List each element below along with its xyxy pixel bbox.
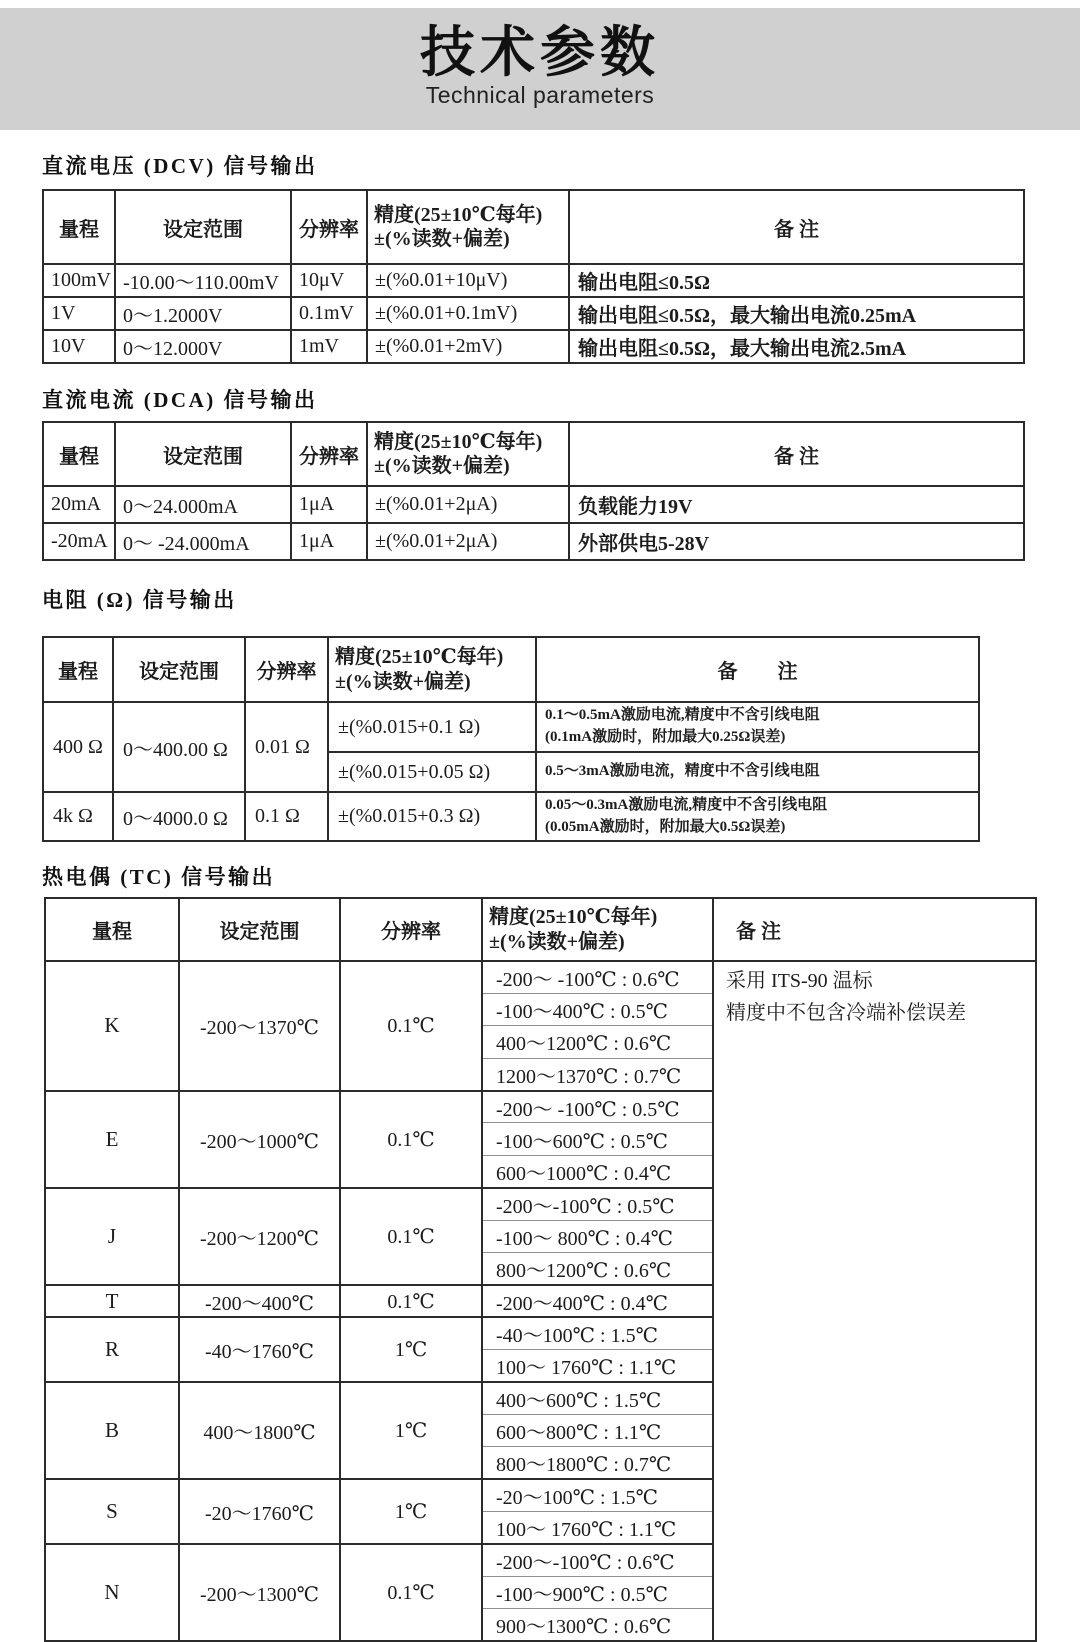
cell-tc-type: T — [45, 1285, 179, 1317]
cell-range: 20mA — [43, 486, 115, 523]
cell-resolution: 0.1℃ — [340, 1285, 482, 1317]
cell-tc-type: R — [45, 1317, 179, 1382]
cell-set-range: 0～12.000V — [115, 330, 291, 363]
cell-set-range: -200～1300℃ — [179, 1544, 340, 1641]
cell-note: 外部供电5-28V — [569, 523, 1024, 560]
page-header-band — [0, 8, 1080, 130]
tc-header-row — [45, 898, 1036, 961]
tc-col-header-note: 备 注 — [713, 898, 1036, 961]
table-row — [43, 264, 1024, 297]
precision-header-line2: ±(%读数+偏差) — [374, 455, 510, 477]
table-row — [43, 330, 1024, 363]
cell-resolution: 10μV — [291, 264, 367, 297]
cell-tc-type: J — [45, 1188, 179, 1285]
dcv-col-header-res: 分辨率 — [291, 190, 367, 264]
dca-table — [42, 421, 1025, 561]
table-row — [45, 961, 1036, 993]
cell-note: 0.5～3mA激励电流，精度中不含引线电阻 — [536, 752, 979, 792]
cell-range: 10V — [43, 330, 115, 363]
cell-set-range: 0～4000.0 Ω — [113, 792, 245, 841]
dcv-col-header-set: 设定范围 — [115, 190, 291, 264]
table-row — [43, 486, 1024, 523]
cell-precision: -200～-100℃ : 0.6℃ — [482, 1544, 713, 1576]
precision-header-line2: ±(%读数+偏差) — [374, 228, 510, 250]
precision-header-line2: ±(%读数+偏差) — [335, 670, 471, 693]
table-row — [43, 702, 979, 752]
resistance-header-row — [43, 637, 979, 702]
dcv-col-header-note: 备 注 — [569, 190, 1024, 264]
cell-precision: 600～1000℃ : 0.4℃ — [482, 1155, 713, 1187]
note-line2: 精度中不包含冷端补偿误差 — [726, 1002, 966, 1024]
cell-note — [536, 792, 979, 841]
dca-col-header-set: 设定范围 — [115, 422, 291, 486]
cell-resolution: 0.01 Ω — [245, 702, 328, 792]
cell-precision: -200～400℃ : 0.4℃ — [482, 1285, 713, 1317]
cell-precision: 1200～1370℃ : 0.7℃ — [482, 1058, 713, 1090]
cell-precision: -100～ 800℃ : 0.4℃ — [482, 1220, 713, 1252]
cell-precision: ±(%0.015+0.3 Ω) — [328, 792, 536, 841]
res-col-header-res: 分辨率 — [245, 637, 328, 702]
note-line2: (0.05mA激励时，附加最大0.5Ω误差) — [545, 818, 786, 835]
cell-precision: ±(%0.015+0.1 Ω) — [328, 702, 536, 752]
cell-tc-type: N — [45, 1544, 179, 1641]
section-title-resistance: 电阻 (Ω) 信号输出 — [42, 588, 237, 612]
cell-set-range: -200～1000℃ — [179, 1091, 340, 1188]
cell-precision: -100～900℃ : 0.5℃ — [482, 1576, 713, 1608]
cell-precision: -200～ -100℃ : 0.5℃ — [482, 1091, 713, 1123]
cell-resolution: 1℃ — [340, 1317, 482, 1382]
cell-precision: ±(%0.01+2μA) — [367, 486, 569, 523]
dcv-table — [42, 189, 1025, 364]
cell-set-range: 0～400.00 Ω — [113, 702, 245, 792]
cell-note: 输出电阻≤0.5Ω，最大输出电流2.5mA — [569, 330, 1024, 363]
cell-tc-type: S — [45, 1479, 179, 1544]
cell-precision: ±(%0.01+2mV) — [367, 330, 569, 363]
cell-set-range: -200～1200℃ — [179, 1188, 340, 1285]
page-title: 技术参数 — [419, 21, 660, 83]
cell-set-range: -10.00～110.00mV — [115, 264, 291, 297]
cell-precision: 400～1200℃ : 0.6℃ — [482, 1026, 713, 1058]
precision-header-line1: 精度(25±10℃每年) — [374, 203, 543, 226]
precision-header-line2: ±(%读数+偏差) — [489, 930, 625, 953]
cell-tc-type: E — [45, 1091, 179, 1188]
page-subtitle: Technical parameters — [425, 81, 655, 108]
cell-range: 1V — [43, 297, 115, 330]
cell-precision: -40～100℃ : 1.5℃ — [482, 1317, 713, 1349]
cell-precision: 100～ 1760℃ : 1.1℃ — [482, 1350, 713, 1382]
table-row — [43, 297, 1024, 330]
cell-resolution: 1μA — [291, 523, 367, 560]
cell-precision: -200～-100℃ : 0.5℃ — [482, 1188, 713, 1220]
cell-resolution: 1mV — [291, 330, 367, 363]
cell-resolution: 1℃ — [340, 1479, 482, 1544]
cell-range: 400 Ω — [43, 702, 113, 792]
cell-precision: 400～600℃ : 1.5℃ — [482, 1382, 713, 1414]
note-line2: (0.1mA激励时，附加最大0.25Ω误差) — [545, 729, 786, 745]
dca-header-row — [43, 422, 1024, 486]
tc-table — [44, 897, 1037, 1642]
cell-range: 4k Ω — [43, 792, 113, 841]
cell-precision: 800～1200℃ : 0.6℃ — [482, 1253, 713, 1285]
cell-set-range: -40～1760℃ — [179, 1317, 340, 1382]
precision-header-line1: 精度(25±10℃每年) — [489, 906, 658, 929]
cell-set-range: 0～24.000mA — [115, 486, 291, 523]
cell-resolution: 0.1℃ — [340, 1188, 482, 1285]
cell-range: -20mA — [43, 523, 115, 560]
cell-set-range: -200～1370℃ — [179, 961, 340, 1091]
cell-precision: -100～600℃ : 0.5℃ — [482, 1123, 713, 1155]
note-line1: 0.1～0.5mA激励电流,精度中不含引线电阻 — [545, 707, 820, 724]
cell-set-range: 0～1.2000V — [115, 297, 291, 330]
cell-range: 100mV — [43, 264, 115, 297]
res-col-header-precision — [328, 637, 536, 702]
table-row — [43, 523, 1024, 560]
cell-precision: 600～800℃ : 1.1℃ — [482, 1414, 713, 1446]
cell-note — [536, 702, 979, 752]
tc-col-header-set: 设定范围 — [179, 898, 340, 961]
cell-tc-type: B — [45, 1382, 179, 1479]
dcv-col-header-precision — [367, 190, 569, 264]
tc-col-header-range: 量程 — [45, 898, 179, 961]
cell-resolution: 0.1 Ω — [245, 792, 328, 841]
cell-resolution: 0.1mV — [291, 297, 367, 330]
cell-note: 输出电阻≤0.5Ω，最大输出电流0.25mA — [569, 297, 1024, 330]
res-col-header-set: 设定范围 — [113, 637, 245, 702]
page-content — [42, 150, 1080, 1642]
note-line1: 0.05～0.3mA激励电流,精度中不含引线电阻 — [545, 796, 828, 813]
cell-precision: -100～400℃ : 0.5℃ — [482, 993, 713, 1025]
dcv-header-row — [43, 190, 1024, 264]
cell-precision: ±(%0.01+10μV) — [367, 264, 569, 297]
cell-precision: 800～1800℃ : 0.7℃ — [482, 1447, 713, 1479]
precision-header-line1: 精度(25±10℃每年) — [335, 646, 504, 669]
res-col-header-range: 量程 — [43, 637, 113, 702]
cell-precision: ±(%0.01+0.1mV) — [367, 297, 569, 330]
cell-set-range: 400～1800℃ — [179, 1382, 340, 1479]
dcv-col-header-range: 量程 — [43, 190, 115, 264]
precision-header-line1: 精度(25±10℃每年) — [374, 430, 543, 453]
cell-set-range: -20～1760℃ — [179, 1479, 340, 1544]
cell-resolution: 1℃ — [340, 1382, 482, 1479]
section-title-tc: 热电偶 (TC) 信号输出 — [42, 865, 276, 889]
section-title-dca: 直流电流 (DCA) 信号输出 — [42, 388, 318, 412]
cell-precision: ±(%0.01+2μA) — [367, 523, 569, 560]
cell-tc-note — [713, 961, 1036, 1641]
cell-precision: 900～1300℃ : 0.6℃ — [482, 1609, 713, 1641]
cell-resolution: 0.1℃ — [340, 961, 482, 1091]
table-row — [43, 792, 979, 841]
cell-set-range: 0～ -24.000mA — [115, 523, 291, 560]
cell-resolution: 0.1℃ — [340, 1091, 482, 1188]
cell-note: 输出电阻≤0.5Ω — [569, 264, 1024, 297]
note-line1: 采用 ITS-90 温标 — [726, 970, 873, 992]
resistance-table — [42, 636, 980, 842]
res-col-header-note: 备 注 — [536, 637, 979, 702]
cell-precision: -200～ -100℃ : 0.6℃ — [482, 961, 713, 993]
tc-col-header-res: 分辨率 — [340, 898, 482, 961]
cell-precision: -20～100℃ : 1.5℃ — [482, 1479, 713, 1511]
cell-resolution: 1μA — [291, 486, 367, 523]
cell-set-range: -200～400℃ — [179, 1285, 340, 1317]
dca-col-header-precision — [367, 422, 569, 486]
section-title-dcv: 直流电压 (DCV) 信号输出 — [42, 154, 318, 178]
tc-col-header-precision — [482, 898, 713, 961]
dca-col-header-res: 分辨率 — [291, 422, 367, 486]
cell-precision: 100～ 1760℃ : 1.1℃ — [482, 1512, 713, 1544]
cell-note: 负载能力19V — [569, 486, 1024, 523]
cell-resolution: 0.1℃ — [340, 1544, 482, 1641]
cell-precision: ±(%0.015+0.05 Ω) — [328, 752, 536, 792]
dca-col-header-range: 量程 — [43, 422, 115, 486]
dca-col-header-note: 备 注 — [569, 422, 1024, 486]
cell-tc-type: K — [45, 961, 179, 1091]
